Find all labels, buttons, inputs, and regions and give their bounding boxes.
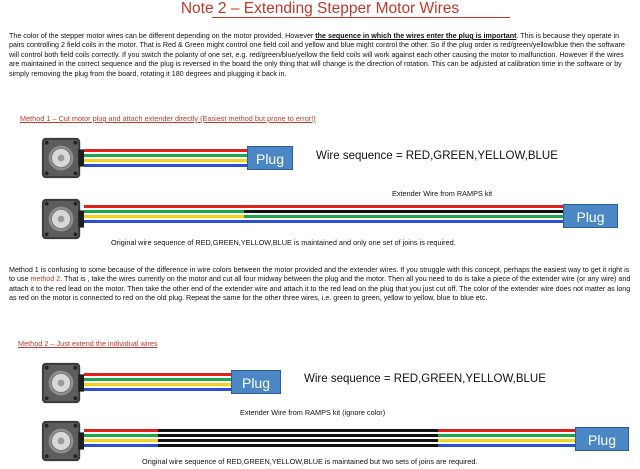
blue-wire bbox=[438, 444, 576, 447]
stepper-motor-icon bbox=[40, 196, 84, 242]
motor-plug: Plug bbox=[231, 370, 281, 394]
black-extender-wire bbox=[158, 439, 438, 442]
method1-heading: Method 1 – Cut motor plug and attach extender directly (Easiest method but prone to error!) bbox=[20, 114, 316, 123]
yellow-wire bbox=[84, 159, 250, 162]
yellow-wire bbox=[84, 439, 158, 442]
motor-plug: Plug bbox=[247, 146, 293, 170]
red-wire bbox=[84, 429, 158, 432]
green-extender-wire bbox=[244, 215, 564, 218]
wire-bundle bbox=[84, 204, 564, 226]
extender-wire-label: Extender Wire from RAMPS kit (ignore color) bbox=[240, 408, 386, 417]
green-wire bbox=[438, 434, 576, 437]
blue-wire bbox=[84, 220, 244, 223]
intro-paragraph: The color of the stepper motor wires can be different depending on the motor provided. However the sequence in which the wires enter the plug is important. This is because they operate in pairs controlling 2 field coils in the motor. That is Red & Green might control one field coil and yellow and blue might control the other. So if the plug order is red/green/yellow/blue then the software will control both field coils correctly. If you switch the polarity of one set, e.g. red/green/blue/yellow the field coils will work against each other causing the motor to malfunction. However if the wires are maintained in the correct sequence and the plug is reversed in the board the only thing that will change is the direction of rotation. This can be adjusted at calibration time in the software or by simply removing the plug from the board, rotating it 180 degrees and plugging it back in. bbox=[9, 32, 625, 78]
black-extender-wire bbox=[158, 444, 438, 447]
green-wire bbox=[84, 210, 244, 213]
explanation-paragraph: Method 1 is confusing to some because of the difference in wire colors between the motor provided and the extender wires. If you struggle with this concept, perhaps the easiest way to get it right is to use method 2. That is , take the wires currently on the motor and cut all four midway between the plug and the motor. Then all you need to do is take a piece of the extender wire (or any wire) and attach it to the red lead on the motor. Then take the other end of the extender wire and attach it to the red lead on the plug that you just cut off. The color of the extender wire does not matter as long as red on the motor is connected to red on the old plug. Repeat the same for the other three wires, i.e. green to green, yellow to yellow, blue to blue etc. bbox=[9, 266, 631, 303]
black-extender-wire bbox=[158, 434, 438, 437]
yellow-wire bbox=[84, 383, 232, 386]
intro-emphasis: the sequence in which the wires enter the plug is important bbox=[315, 32, 517, 40]
yellow-wire bbox=[84, 215, 244, 218]
blue-wire bbox=[84, 164, 250, 167]
wire-sequence-label: Wire sequence = RED,GREEN,YELLOW,BLUE bbox=[316, 150, 558, 162]
wire-bundle bbox=[84, 148, 250, 170]
blue-wire bbox=[84, 388, 232, 391]
blue-wire bbox=[84, 444, 158, 447]
method1-caption: Original wire sequence of RED,GREEN,YELLOW,BLUE is maintained and only one set of joins is required. bbox=[111, 238, 456, 247]
red-wire bbox=[438, 429, 576, 432]
wire-bundle bbox=[84, 372, 232, 394]
red-wire bbox=[84, 373, 232, 376]
motor-plug: Plug bbox=[575, 427, 629, 451]
wire-sequence-label: Wire sequence = RED,GREEN,YELLOW,BLUE bbox=[304, 373, 546, 385]
ramps-plug: Plug bbox=[563, 204, 618, 228]
yellow-wire bbox=[438, 439, 576, 442]
method2-link: method 2 bbox=[30, 275, 61, 284]
green-wire bbox=[84, 434, 158, 437]
method2-heading: Method 2 – Just extend the individual wires bbox=[18, 339, 158, 348]
title-underline bbox=[212, 17, 510, 18]
green-wire bbox=[84, 378, 232, 381]
page-title: Note 2 – Extending Stepper Motor Wires bbox=[180, 0, 460, 17]
green-wire bbox=[84, 154, 250, 157]
stepper-motor-icon bbox=[40, 360, 84, 406]
stepper-motor-icon bbox=[40, 135, 84, 181]
black-extender-wire bbox=[158, 429, 438, 432]
wire-bundle bbox=[84, 428, 576, 450]
black-extender-wire bbox=[244, 210, 564, 213]
red-extender-wire bbox=[244, 205, 564, 208]
blue-extender-wire bbox=[244, 220, 564, 223]
stepper-motor-icon bbox=[40, 418, 84, 464]
red-wire bbox=[84, 149, 250, 152]
extender-wire-label: Extender Wire from RAMPS kit bbox=[392, 189, 493, 198]
red-wire bbox=[84, 205, 244, 208]
method2-caption: Original wire sequence of RED,GREEN,YELLOW,BLUE is maintained but two sets of joins are required. bbox=[142, 457, 478, 466]
